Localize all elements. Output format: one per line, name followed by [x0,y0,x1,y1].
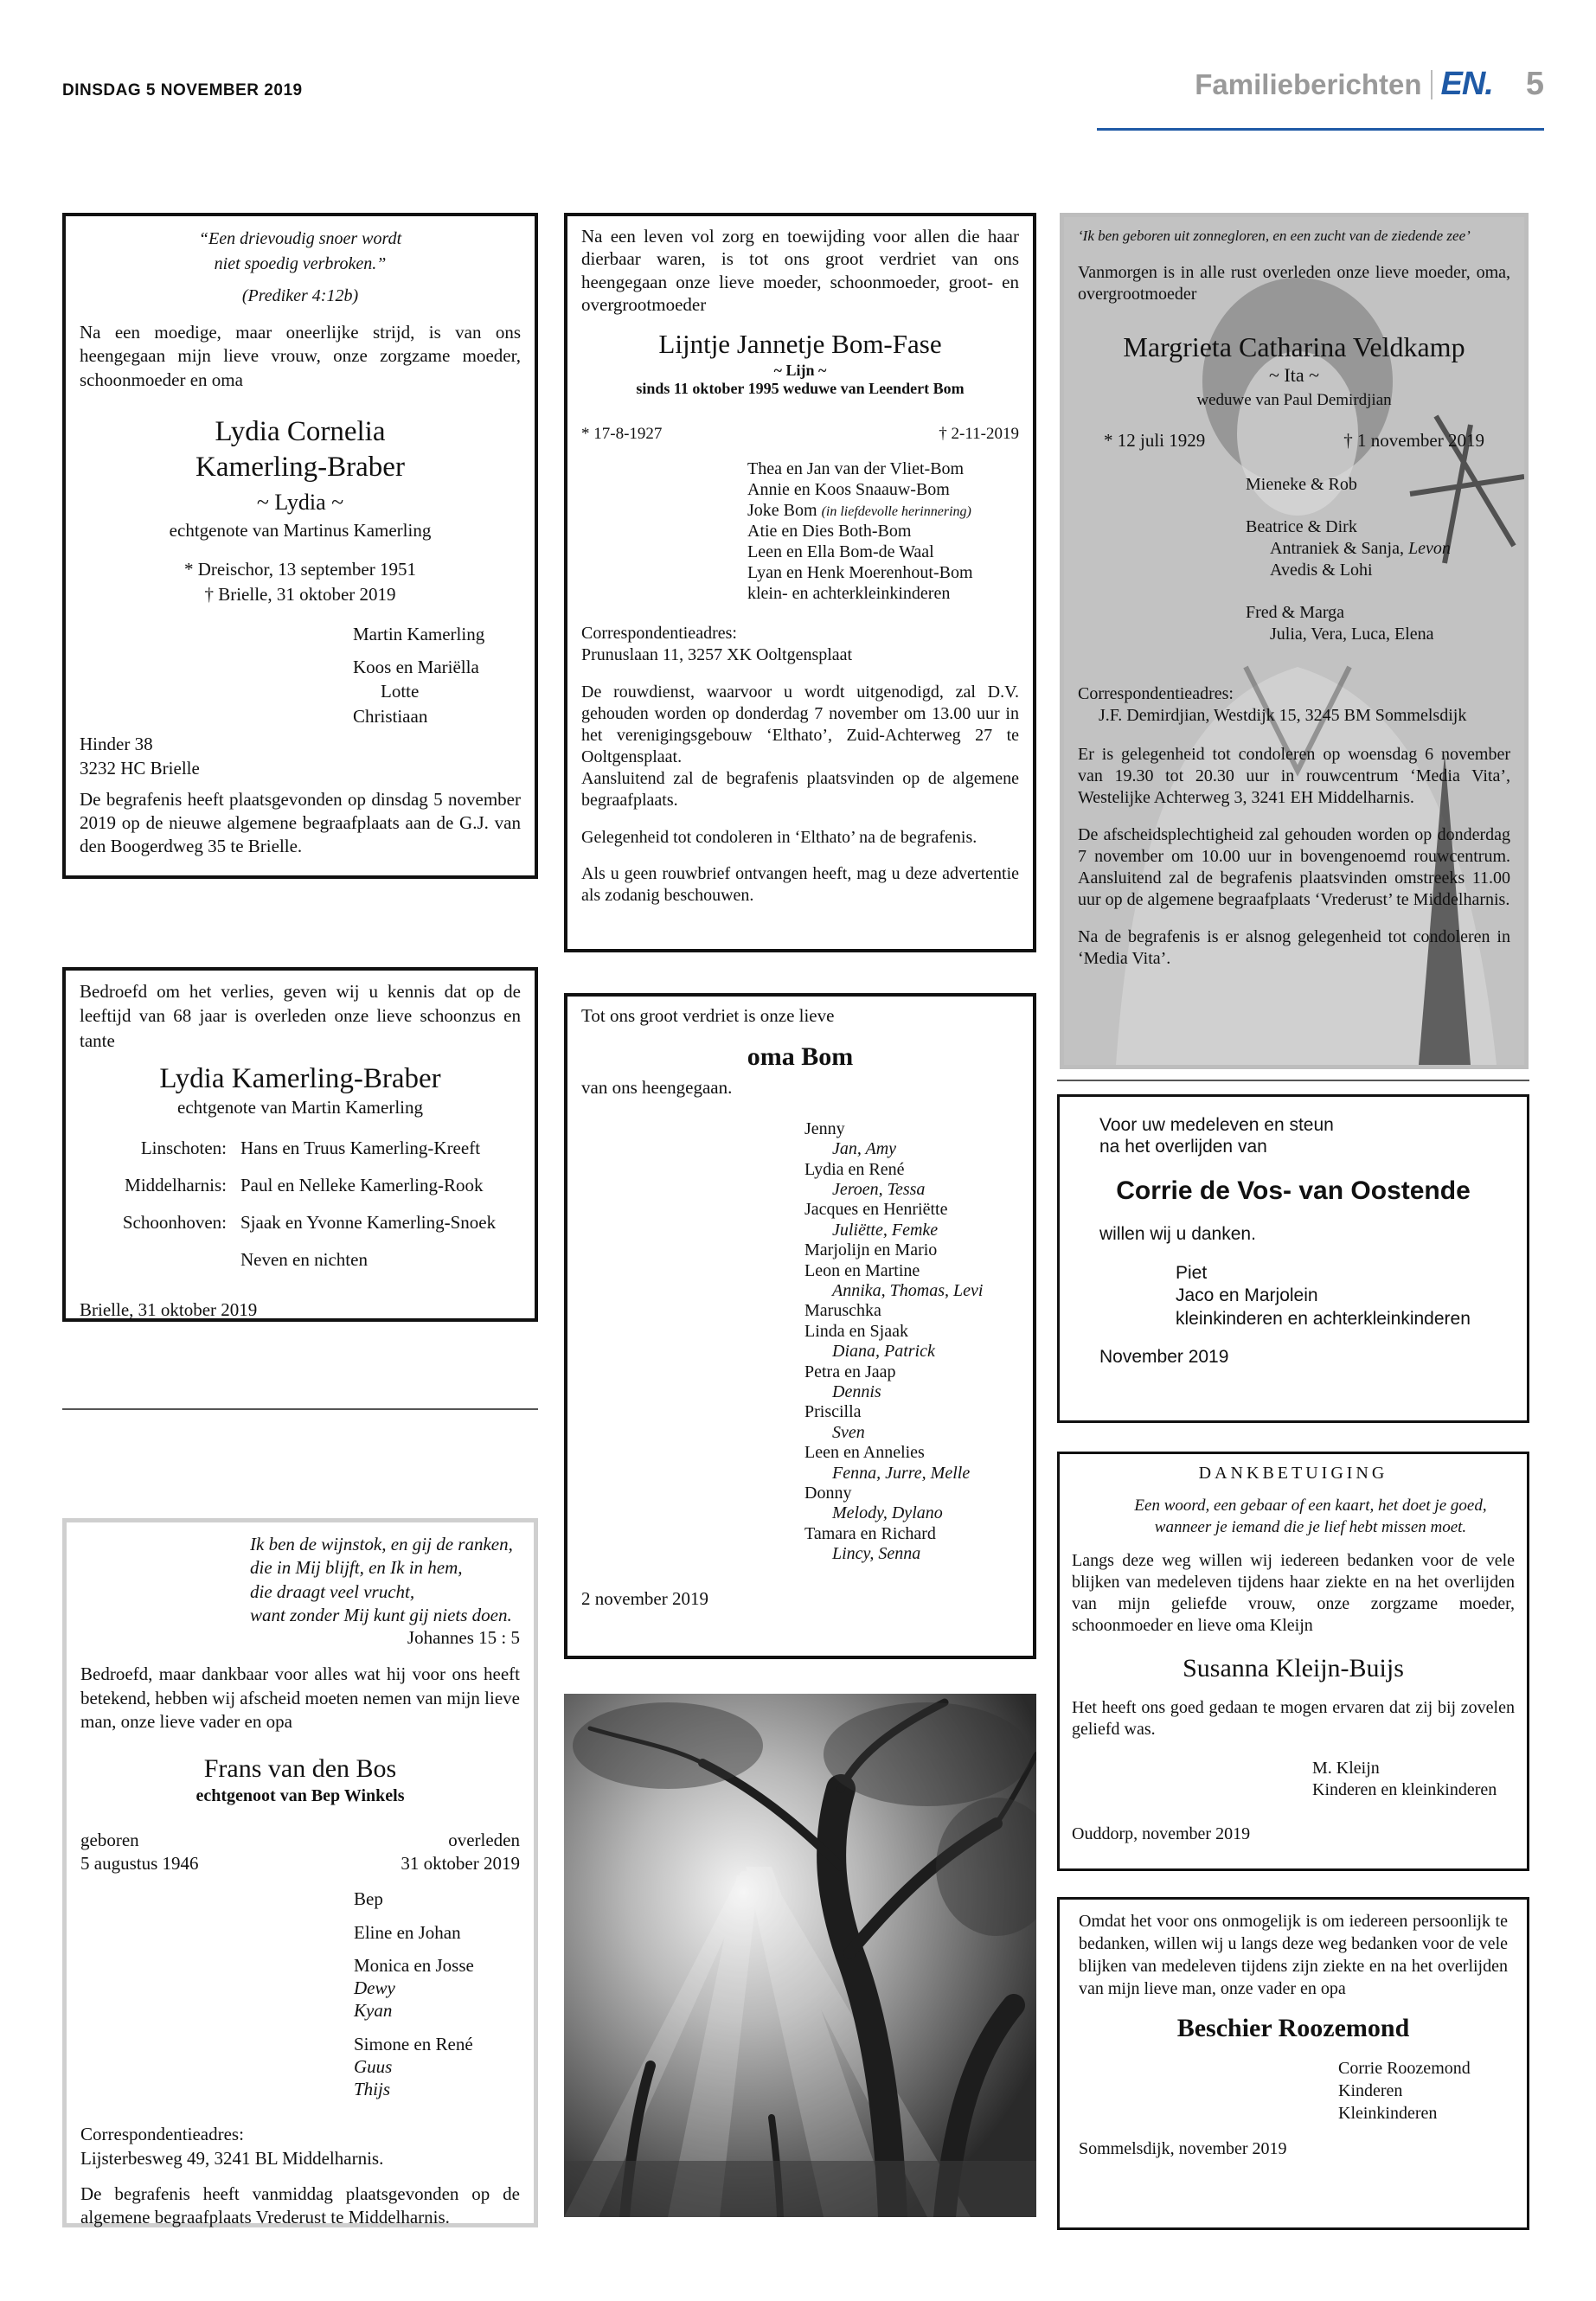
family-row [80,1138,521,1175]
life-dates [581,425,1019,445]
life-dates [1078,430,1510,452]
grandchildren: Juliëtte, Femke [832,1220,939,1240]
family-member: Corrie Roozemond [1338,2058,1471,2078]
address-line: Hinder 38 [80,733,153,754]
notice-footer: November 2019 [1099,1346,1229,1367]
family-member: Fred & Marga [1246,602,1345,622]
family-member: Donny [804,1483,852,1503]
notice-footer: Sommelsdijk, november 2019 [1079,2138,1287,2158]
family-member: Linda en Sjaak [804,1321,908,1341]
family-member: Kinderen en kleinkinderen [1312,1779,1497,1799]
spouse: echtgenoot van Bep Winkels [195,1785,405,1805]
quote-line: Een woord, een gebaar of een kaart, het doet je goed, [1134,1497,1487,1515]
notice-lijntje-bom-fase [564,213,1036,952]
en-logo: EN. [1440,66,1493,102]
notice-intro: Tot ons groot verdriet is onze lieve [581,1005,835,1026]
death-date: † 2-11-2019 [939,424,1019,443]
thanks-line: na het overlijden van [1099,1137,1267,1157]
grandchild: Kyan [354,2000,393,2022]
names: Hans en Truus Kamerling-Kreeft [240,1138,481,1159]
grandchildren: Fenna, Jurre, Melle [832,1463,971,1483]
nickname: ~ Lijn ~ [773,361,827,379]
correspondence-label: Correspondentieadres: [1078,683,1234,703]
nickname: ~ Ita ~ [1268,364,1319,387]
notice-footer: Brielle, 31 oktober 2019 [80,1298,258,1320]
nephews: Neven en nichten [240,1249,368,1271]
notice-title: DANKBETUIGING [1198,1464,1388,1483]
deceased-name: Lydia Kamerling-Braber [159,1063,441,1095]
deceased-name: Lijntje Jannetje Bom-Fase [658,329,942,359]
notice-intro: Langs deze weg willen wij iedereen bedanken voor de vele blijken van medeleven tijdens haar ziekte en na het overlijden van mijn geliefde vrouw, onze zorgzame moeder, schoonmoeder en lieve oma Kleijn [1072,1551,1515,1636]
condolence-info: Gelegenheid tot condoleren in ‘Elthato’ na de begrafenis. [581,827,977,847]
header-rule [1097,128,1544,131]
grandchild: Guus [354,2055,393,2077]
family-member: Jaco en Marjolein [1176,1285,1318,1306]
thanks-line: willen wij u danken. [1099,1223,1256,1244]
family-row [80,1175,521,1212]
notice-footer: Ouddorp, november 2019 [1072,1823,1251,1843]
death-date: † 1 november 2019 [1343,429,1484,451]
grandchild: Thijs [354,2079,391,2100]
names: Sjaak en Yvonne Kamerling-Snoek [240,1212,497,1234]
family-member: Marjolijn en Mario [804,1240,938,1260]
family-member: Thea en Jan van der Vliet-Bom [747,458,965,478]
family-member: M. Kleijn [1312,1758,1380,1778]
died-label: overleden [448,1829,520,1850]
grandchildren: Diana, Patrick [832,1342,935,1362]
death-line: † Brielle, 31 oktober 2019 [204,584,396,606]
verse-reference: Johannes 15 : 5 [407,1627,520,1649]
quote-line: ‘Ik ben geboren uit zonnegloren, en een zucht van de ziedende zee’ [1078,228,1471,244]
family-member: Mieneke & Rob [1246,474,1357,494]
place: Linschoten: [140,1138,227,1159]
deceased-name: oma Bom [747,1042,854,1072]
notice-intro: Na een leven vol zorg en toewijding voor allen die haar dierbaar waren, is tot ons groot verdriet van ons heengegaan onze lieve moeder, schoonmoeder, groot- en overgrootmoeder [581,226,1019,315]
grandchildren: Lincy, Senna [832,1544,921,1564]
birth-date: * 17-8-1927 [581,424,663,443]
family-member: Monica en Josse [354,1954,474,1976]
quote-line: “Een drievoudig snoer wordt [198,229,402,248]
notice-frans-van-den-bos [62,1518,538,2227]
family-member: Joke Bom (in liefdevolle herinnering) [747,500,971,520]
family-member: Maruschka [804,1301,881,1321]
spouse: echtgenote van Martin Kamerling [177,1097,423,1118]
funeral-info: De begrafenis heeft plaatsgevonden op dinsdag 5 november 2019 op de nieuwe algemene begraafplaats aan de G.J. van den Boogerdweg 35 te Brielle. [80,788,521,857]
family-member: Eline en Johan [354,1921,461,1943]
verse-line: Ik ben de wijnstok, en gij de ranken, [250,1534,513,1554]
memory-note: (in liefdevolle herinnering) [821,503,971,519]
family-member: Lotte [381,681,420,702]
grandchildren: Jeroen, Tessa [832,1180,926,1200]
notice-oma-bom [564,993,1036,1659]
quote-reference: (Prediker 4:12b) [241,286,359,305]
column-divider [62,1408,538,1410]
grandchildren: Annika, Thomas, Levi [832,1281,984,1300]
gone-text: van ons heengegaan. [581,1076,733,1098]
birth-line: * Dreischor, 13 september 1951 [183,558,416,580]
verse-line: die in Mij blijft, en Ik in hem, [250,1557,463,1579]
notice-intro: Bedroefd om het verlies, geven wij u kennis dat op de leeftijd van 68 jaar is overleden onze lieve schoonzus en tante [80,981,521,1051]
family-member: Jacques en Henriëtte [804,1200,948,1220]
correspondence-label: Correspondentieadres: [581,623,737,643]
address-line: 3232 HC Brielle [80,758,200,779]
correspondence-address: Lijsterbesweg 49, 3241 BL Middelharnis. [80,2147,384,2169]
family-member: Atie en Dies Both-Bom [747,521,912,541]
grandchild: Julia, Vera, Luca, Elena [1270,624,1434,644]
family-member: Lydia en René [804,1159,905,1179]
family-member: Christiaan [353,705,428,727]
spouse: echtgenote van Martinus Kamerling [169,519,432,541]
correspondence-address: J.F. Demirdjian, Westdijk 15, 3245 BM Sommelsdijk [1099,705,1467,725]
name-line: Lydia Cornelia [215,415,386,447]
life-dates [80,1829,520,1876]
deceased-name: Frans van den Bos [203,1754,397,1784]
family-member: Bep [354,1888,383,1910]
column-divider [1057,1080,1529,1081]
grandchildren: Melody, Dylano [832,1503,943,1523]
grandchildren: Sven [832,1422,865,1442]
burial-info: Aansluitend zal de begrafenis plaatsvinden op de algemene begraafplaats. [581,768,1019,810]
family-member: Kleinkinderen [1338,2103,1438,2123]
notice-margrieta-veldkamp [1060,213,1529,1069]
notice-beschier-roozemond [1057,1897,1529,2230]
deceased-name: Margrieta Catharina Veldkamp [1123,331,1465,363]
deceased-name [80,414,521,486]
after-info: Na de begrafenis is er alsnog gelegenheid tot condoleren in ‘Media Vita’. [1078,926,1510,968]
header-divider [1431,70,1433,99]
family-member: Lyan en Henk Moerenhout-Bom [747,562,973,582]
born-label: geboren [80,1829,139,1850]
deceased-name: Beschier Roozemond [1176,2014,1410,2042]
widow-note: sinds 11 oktober 1995 weduwe van Leendert Bom [636,380,965,398]
notice-intro: Omdat het voor ons onmogelijk is om iedereen persoonlijk te bedanken, willen wij u langs deze weg bedanken voor de vele blijken van medeleven tijdens zijn ziekte en na het overlijden van mijn lieve man, onze vader en opa [1079,1912,1508,1998]
notice-text: Het heeft ons goed gedaan te mogen ervaren dat zij bij zovelen geliefd was. [1072,1697,1515,1739]
notice-footer: 2 november 2019 [581,1588,708,1610]
page-number: 5 [1525,66,1544,102]
nickname: ~ Lydia ~ [256,490,344,516]
place: Middelharnis: [125,1175,227,1196]
section-title: Familieberichten [1195,67,1422,100]
born-date: 5 augustus 1946 [80,1853,199,1875]
grandchildren: Jan, Amy [832,1139,897,1159]
family-member: kleinkinderen en achterkleinkinderen [1176,1308,1471,1329]
quote-line: niet spoedig verbroken.” [214,254,387,273]
notice-intro: Vanmorgen is in alle rust overleden onze lieve moeder, oma, overgrootmoeder [1078,263,1510,304]
family-member: Simone en René [354,2033,473,2054]
died-date: 31 oktober 2019 [401,1853,520,1875]
farewell-info: De afscheidsplechtigheid zal gehouden worden op donderdag 7 november om 10.00 uur in bovengenoemd rouwcentrum. Aansluitend zal de begrafenis plaatsvinden omstreeks 11.00 uur op de algemene begraafplaats ‘Vrederust’ te Middelharnis. [1078,824,1510,909]
names: Paul en Nelleke Kamerling-Rook [240,1175,484,1196]
widow-note: weduwe van Paul Demirdjian [1196,390,1392,409]
notice-intro: Na een moedige, maar oneerlijke strijd, is van ons heengegaan mijn lieve vrouw, onze zorgzame moeder, schoonmoeder en oma [80,322,521,390]
notice-lydia-cornelia [62,213,538,879]
family-member: Beatrice & Dirk [1246,516,1357,536]
grandchild: Antraniek & Sanja, Levon [1270,538,1451,558]
verse-line: want zonder Mij kunt gij niets doen. [250,1604,512,1625]
forest-photo [564,1694,1036,2217]
family-member: Leon en Martine [804,1260,920,1280]
letter-note: Als u geen rouwbrief ontvangen heeft, mag u deze advertentie als zodanig beschouwen. [581,863,1019,905]
notice-lydia-kamerling [62,967,538,1322]
family-member: Leen en Ella Bom-de Waal [747,542,934,561]
family-member: Tamara en Richard [804,1523,936,1543]
deceased-name: Corrie de Vos- van Oostende [1116,1176,1471,1206]
family-member: Piet [1176,1263,1208,1284]
thanks-line: Voor uw medeleven en steun [1099,1115,1334,1135]
family-member: Leen en Annelies [804,1443,925,1463]
verse-line: die draagt veel vrucht, [250,1580,415,1602]
family-member: Kinderen [1338,2080,1403,2100]
family-rows [80,1138,521,1271]
quote-line: wanneer je iemand die je lief hebt missen moet. [1154,1517,1467,1536]
sunbeam-forest-image [564,1694,1036,2217]
grandchild: Dewy [354,1977,395,1999]
family-list [804,1119,1019,1565]
family-row [80,1212,521,1249]
notice-susanna-kleijn-buijs [1057,1452,1529,1871]
page-date: DINSDAG 5 NOVEMBER 2019 [62,81,303,99]
correspondence-address: Prunuslaan 11, 3257 XK Ooltgensplaat [581,644,853,664]
notice-intro: Bedroefd, maar dankbaar voor alles wat hij voor ons heeft betekend, hebben wij afscheid moeten nemen van mijn lieve man, onze lieve vader en opa [80,1663,520,1732]
page-header [1195,66,1544,103]
funeral-info: De begrafenis heeft vanmiddag plaatsgevonden op de algemene begraafplaats Vrederust te Middelharnis. [80,2182,520,2228]
service-info: De rouwdienst, waarvoor u wordt uitgenodigd, zal D.V. gehouden worden op donderdag 7 november om 13.00 uur in het verenigingsgebouw ‘Elthato’, Zuid-Achterweg 27 te Ooltgensplaat. [581,682,1019,766]
family-member: Jenny [804,1118,845,1138]
birth-date: * 12 juli 1929 [1104,429,1206,451]
grandchild: Avedis & Lohi [1270,560,1373,580]
family-member: Petra en Jaap [804,1362,896,1381]
family-member: Martin Kamerling [353,623,485,644]
family-member: Koos en Mariëlla [353,656,479,677]
family-member: Priscilla [804,1402,862,1422]
correspondence-label: Correspondentieadres: [80,2124,244,2145]
place: Schoonhoven: [122,1212,227,1234]
condolence-info: Er is gelegenheid tot condoleren op woensdag 6 november van 19.30 tot 20.30 uur in rouwcentrum ‘Media Vita’, Westelijke Achterweg 3, 3241 EH Middelharnis. [1078,744,1510,807]
grandchildren: Dennis [832,1381,881,1401]
family-member: klein- en achterkleinkinderen [747,583,951,603]
deceased-name: Susanna Kleijn-Buijs [1183,1654,1404,1683]
notice-corrie-de-vos [1057,1094,1529,1423]
name-line: Kamerling-Braber [195,452,405,484]
family-member: Annie en Koos Snaauw-Bom [747,479,950,499]
